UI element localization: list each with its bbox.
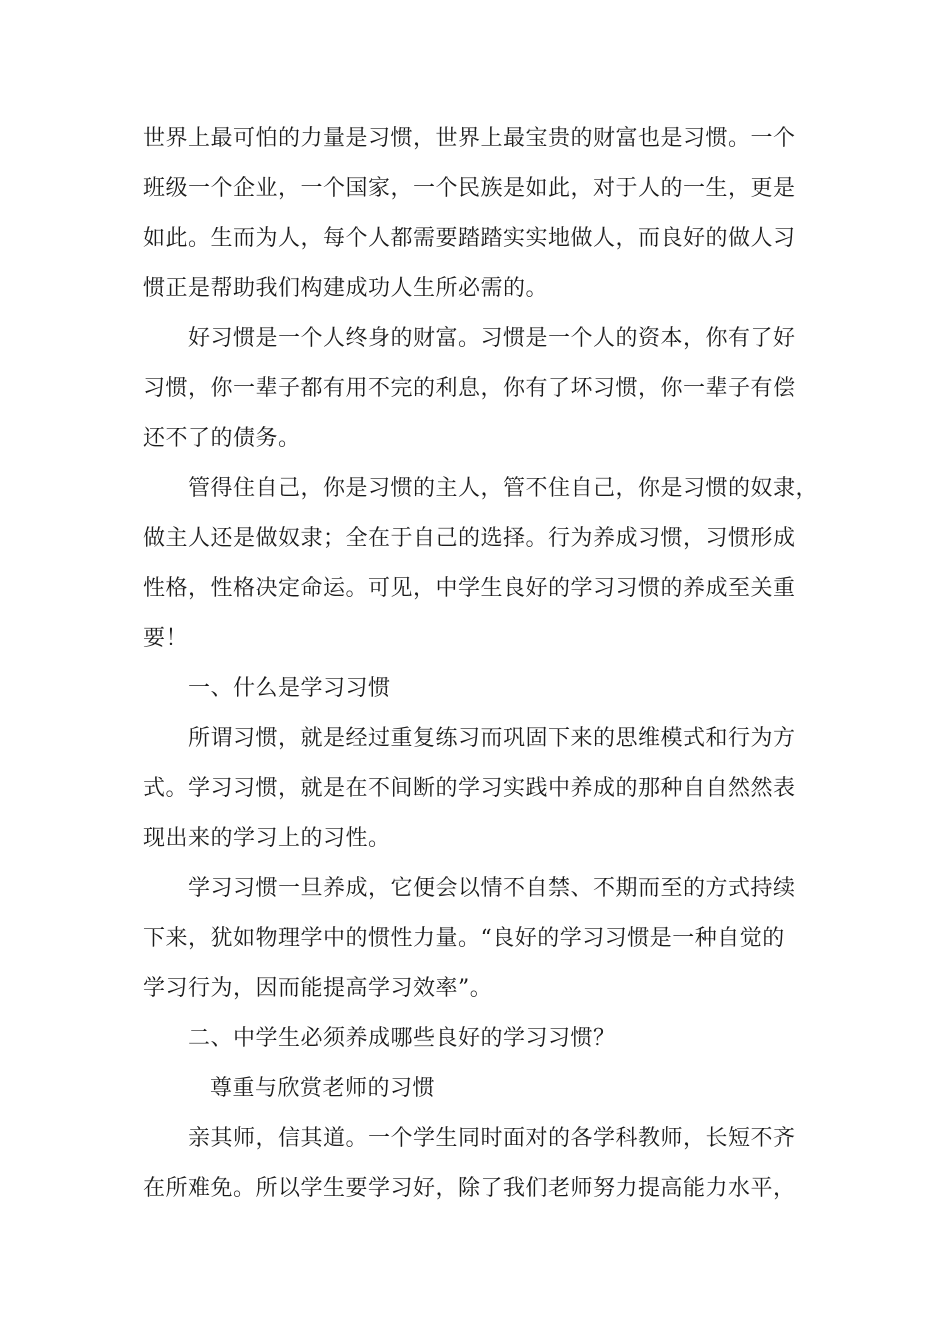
paragraph-4-line-3: 现出来的学习上的习性。 [143,826,391,851]
paragraph-2-line-1: 好习惯是一个人终身的财富。习惯是一个人的资本，你有了好 [188,326,796,351]
subsection-heading: 尊重与欣赏老师的习惯 [210,1076,436,1101]
paragraph-5-line-1: 学习习惯一旦养成，它便会以情不自禁、不期而至的方式持续 [188,876,796,901]
paragraph-3-line-1: 管得住自己，你是习惯的主人，管不住自己，你是习惯的奴隶， [188,476,819,501]
paragraph-3-line-4: 要！ [143,626,189,651]
paragraph-2-line-3: 还不了的债务。 [143,426,301,451]
paragraph-1-line-1: 世界上最可怕的力量是习惯，世界上最宝贵的财富也是习惯。一个 [143,126,796,151]
paragraph-4-line-1: 所谓习惯，就是经过重复练习而巩固下来的思维模式和行为方 [188,726,796,751]
paragraph-3-line-2: 做主人还是做奴隶；全在于自己的选择。行为养成习惯，习惯形成 [143,526,796,551]
section-heading-1: 一、什么是学习习惯 [188,676,391,701]
paragraph-1-line-4: 惯正是帮助我们构建成功人生所必需的。 [143,276,549,301]
paragraph-5-line-2: 下来，犹如物理学中的惯性力量。“良好的学习习惯是一种自觉的 [143,926,785,951]
paragraph-3-line-3: 性格，性格决定命运。可见，中学生良好的学习习惯的养成至关重 [143,576,796,601]
paragraph-2-line-2: 习惯，你一辈子都有用不完的利息，你有了坏习惯，你一辈子有偿 [143,376,796,401]
paragraph-1-line-2: 班级一个企业，一个国家，一个民族是如此，对于人的一生，更是 [143,176,796,201]
paragraph-5-line-3: 学习行为，因而能提高学习效率”。 [143,976,493,1001]
paragraph-6-line-1: 亲其师，信其道。一个学生同时面对的各学科教师，长短不齐 [188,1126,796,1151]
section-heading-2: 二、中学生必须养成哪些良好的学习习惯？ [188,1026,616,1051]
paragraph-6-line-2: 在所难免。所以学生要学习好，除了我们老师努力提高能力水平， [143,1176,796,1201]
paragraph-4-line-2: 式。学习习惯，就是在不间断的学习实践中养成的那种自自然然表 [143,776,796,801]
paragraph-1-line-3: 如此。生而为人，每个人都需要踏踏实实地做人，而良好的做人习 [143,226,796,251]
